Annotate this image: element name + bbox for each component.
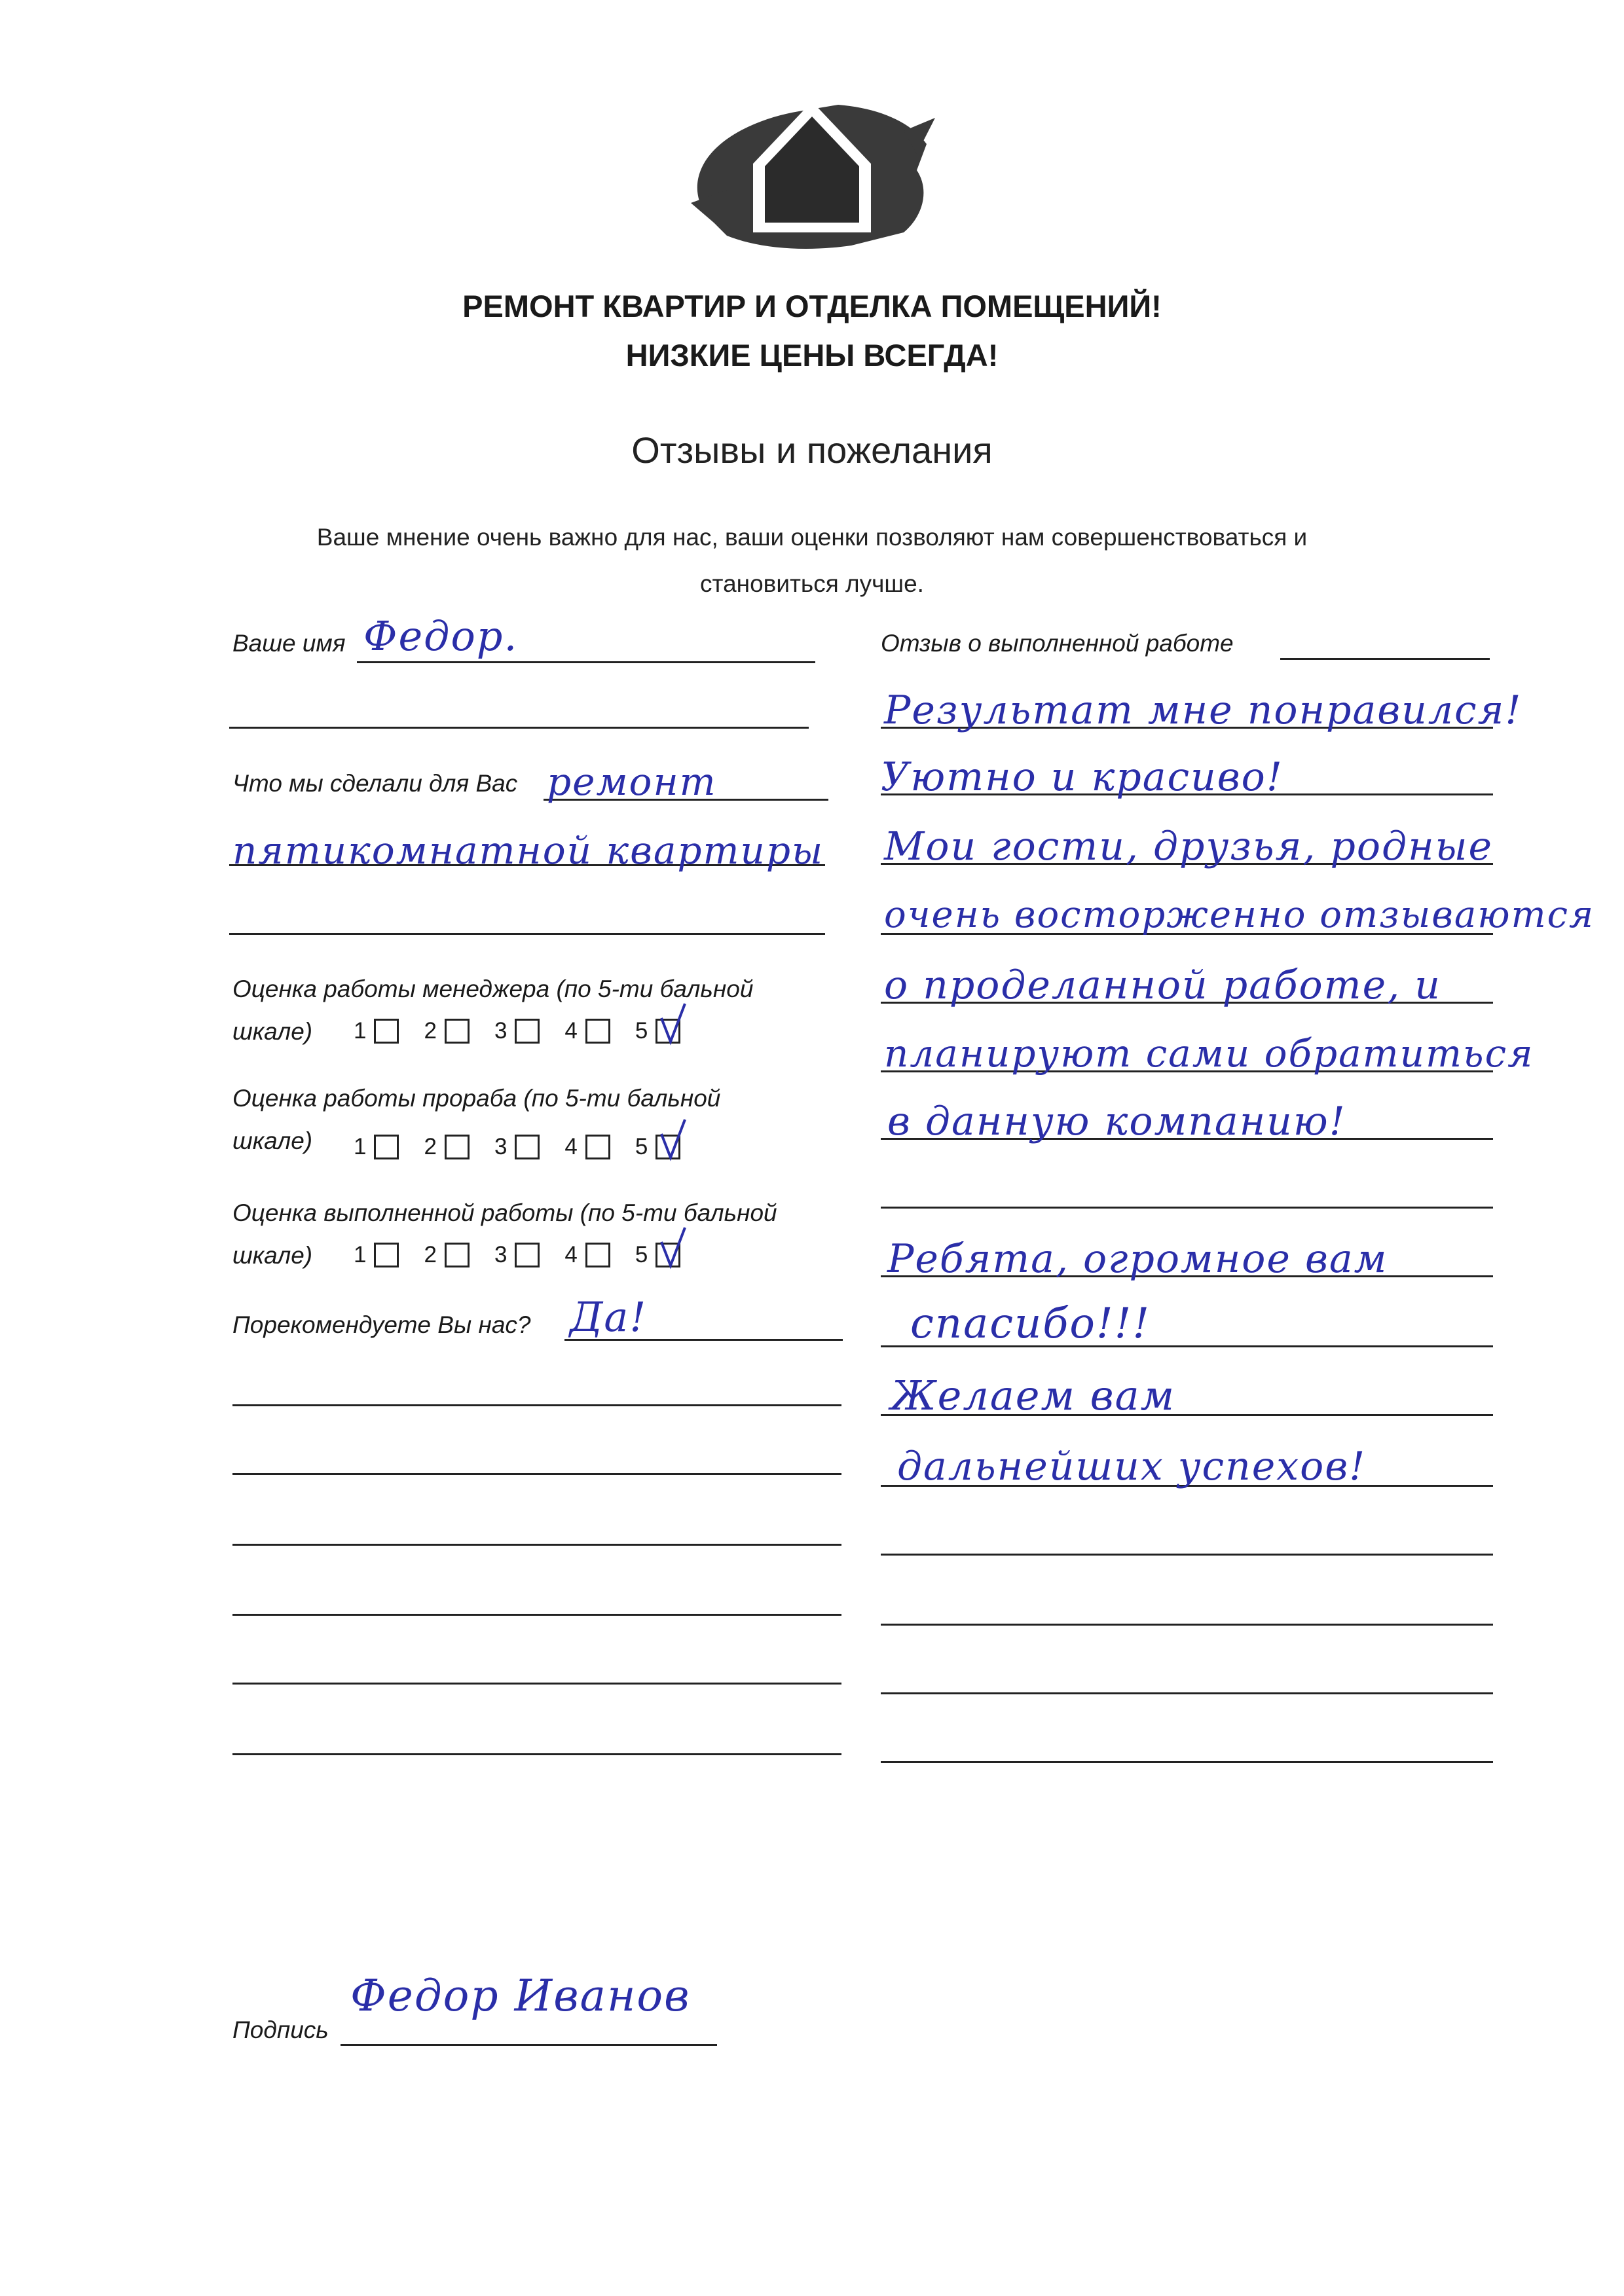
check-mark-icon xyxy=(659,1225,698,1271)
headline-line-2: НИЗКИЕ ЦЕНЫ ВСЕГДА! xyxy=(625,338,999,373)
house-logo-icon xyxy=(688,92,936,255)
option-2-label: 2 xyxy=(424,1018,437,1044)
foreman-rating-label-2: шкале) xyxy=(232,1127,313,1154)
review-line-16 xyxy=(881,1761,1493,1763)
signature-handwriting[interactable]: Федор Иванов xyxy=(350,1971,691,2021)
option-1-label: 1 xyxy=(354,1134,367,1159)
checkbox-5-checked[interactable] xyxy=(655,1243,680,1267)
wish-handwriting-2[interactable]: спасибо!!! xyxy=(910,1300,1151,1348)
manager-rating-label: Оценка работы менеджера (по 5-ти бальной xyxy=(232,975,754,1002)
name-label: Ваше имя xyxy=(232,630,346,657)
option-3-label: 3 xyxy=(494,1134,507,1159)
review-underline xyxy=(1280,658,1490,660)
review-line-15 xyxy=(881,1692,1493,1694)
intro-line-2: становиться лучше. xyxy=(700,570,924,597)
manager-rating-options xyxy=(354,1018,680,1044)
blank-line-5 xyxy=(232,1683,841,1685)
name-handwriting[interactable]: Федор. xyxy=(363,612,519,660)
wish-handwriting-1[interactable]: Ребята, огромное вам xyxy=(887,1236,1388,1282)
signature-label: Подпись xyxy=(232,2016,329,2043)
name-underline xyxy=(357,661,815,663)
review-handwriting-7[interactable]: в данную компанию! xyxy=(887,1099,1346,1144)
name-underline-2 xyxy=(229,727,809,729)
manager-rating-label-2: шкале) xyxy=(232,1018,313,1045)
recommend-handwriting[interactable]: Да! xyxy=(570,1293,648,1341)
page-title: Отзывы и пожелания xyxy=(631,429,993,471)
review-handwriting-3[interactable]: Мои гости, друзья, родные xyxy=(884,824,1493,869)
option-1-label: 1 xyxy=(354,1242,367,1267)
checkbox-5-checked[interactable] xyxy=(655,1135,680,1159)
option-2-label: 2 xyxy=(424,1134,437,1159)
checkbox-5-checked[interactable] xyxy=(655,1019,680,1044)
option-5-label: 5 xyxy=(635,1018,648,1044)
option-4-label: 4 xyxy=(564,1134,578,1159)
review-handwriting-5[interactable]: о проделанной работе, и xyxy=(884,962,1441,1008)
blank-line-6 xyxy=(232,1753,841,1755)
foreman-rating-label: Оценка работы прораба (по 5-ти бальной xyxy=(232,1085,721,1112)
wish-handwriting-3[interactable]: Желаем вам xyxy=(891,1372,1176,1419)
checkbox-4[interactable] xyxy=(585,1135,610,1159)
done-label: Что мы сделали для Вас xyxy=(232,770,518,797)
review-handwriting-4[interactable]: очень восторженно отзываются xyxy=(884,894,1595,936)
checkbox-4[interactable] xyxy=(585,1019,610,1044)
done-handwriting-1[interactable]: ремонт xyxy=(547,759,717,804)
checkbox-3[interactable] xyxy=(515,1243,540,1267)
checkbox-3[interactable] xyxy=(515,1019,540,1044)
checkbox-4[interactable] xyxy=(585,1243,610,1267)
wish-handwriting-4[interactable]: дальнейших успехов! xyxy=(897,1444,1367,1489)
checkbox-1[interactable] xyxy=(374,1135,399,1159)
checkbox-2[interactable] xyxy=(445,1135,470,1159)
blank-line-1 xyxy=(232,1404,841,1406)
work-rating-label: Оценка выполненной работы (по 5-ти бальной xyxy=(232,1199,777,1226)
done-handwriting-2[interactable]: пятикомнатной квартиры xyxy=(232,828,824,873)
option-4-label: 4 xyxy=(564,1242,578,1267)
checkbox-1[interactable] xyxy=(374,1243,399,1267)
review-line-8 xyxy=(881,1207,1493,1209)
option-3-label: 3 xyxy=(494,1242,507,1267)
blank-line-4 xyxy=(232,1614,841,1616)
option-4-label: 4 xyxy=(564,1018,578,1044)
checkbox-1[interactable] xyxy=(374,1019,399,1044)
review-label: Отзыв о выполненной работе xyxy=(881,630,1234,657)
work-rating-options xyxy=(354,1242,680,1268)
option-5-label: 5 xyxy=(635,1134,648,1159)
check-mark-icon xyxy=(659,1001,698,1047)
work-rating-label-2: шкале) xyxy=(232,1242,313,1269)
blank-line-3 xyxy=(232,1544,841,1546)
checkbox-2[interactable] xyxy=(445,1019,470,1044)
signature-underline xyxy=(341,2044,717,2046)
blank-line-2 xyxy=(232,1473,841,1475)
option-2-label: 2 xyxy=(424,1242,437,1267)
option-3-label: 3 xyxy=(494,1018,507,1044)
checkbox-2[interactable] xyxy=(445,1243,470,1267)
option-5-label: 5 xyxy=(635,1242,648,1267)
review-line-14 xyxy=(881,1624,1493,1626)
check-mark-icon xyxy=(659,1117,698,1163)
review-line-13 xyxy=(881,1554,1493,1556)
review-handwriting-2[interactable]: Уютно и красиво! xyxy=(881,754,1283,800)
intro-line-1: Ваше мнение очень важно для нас, ваши оценки позволяют нам совершенствоваться и xyxy=(316,524,1308,551)
review-handwriting-6[interactable]: планируют сами обратиться xyxy=(884,1031,1534,1076)
option-1-label: 1 xyxy=(354,1018,367,1044)
checkbox-3[interactable] xyxy=(515,1135,540,1159)
recommend-label: Порекомендуете Вы нас? xyxy=(232,1311,531,1338)
headline-line-1: РЕМОНТ КВАРТИР И ОТДЕЛКА ПОМЕЩЕНИЙ! xyxy=(462,289,1162,323)
foreman-rating-options xyxy=(354,1134,680,1160)
done-underline-3 xyxy=(229,933,825,935)
review-handwriting-1[interactable]: Результат мне понравился! xyxy=(884,687,1522,733)
